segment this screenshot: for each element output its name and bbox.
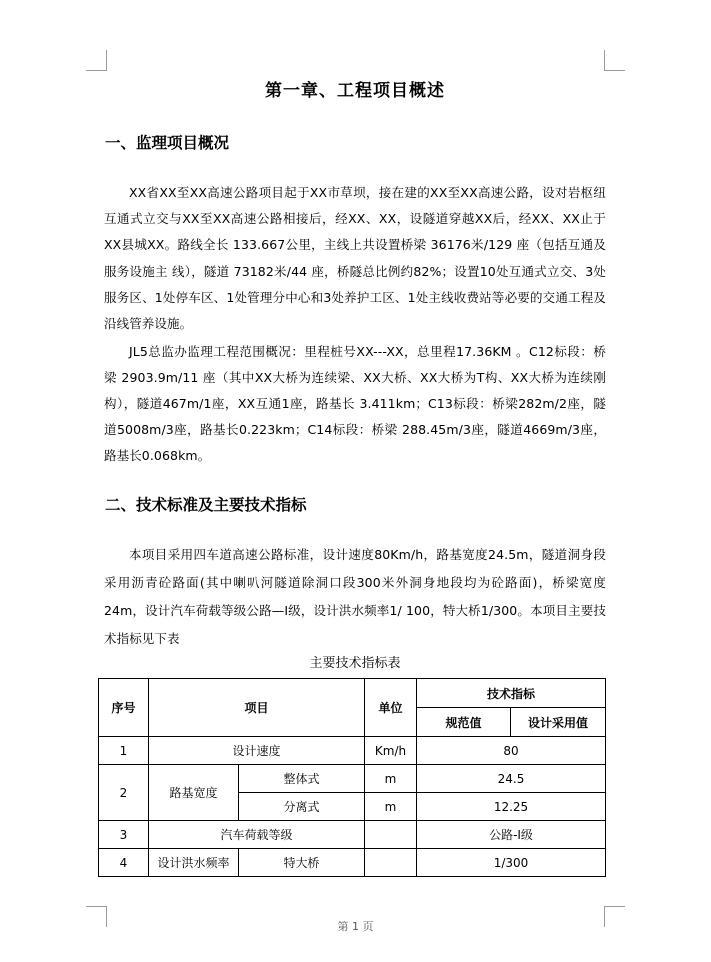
table-row [99,821,606,849]
page-number: 第 1 页 [337,920,374,933]
table-caption: 主要技术指标表 [309,656,401,671]
row2-sub1: 整体式 [239,765,365,793]
header-item: 项目 [149,679,365,737]
paragraph-supervision-scope: JL5总监办监理工程范围概况：里程桩号XX---XX，总里程17.36KM 。C12标段：桥梁 2903.9m/11 座（其中XX大桥为连续梁、XX大桥、XX大桥为T构、XX大桥为连续刚构），隧道467m/1座，XX互通1座，路基长 3.411km；C13标段：桥梁282m/2座，隧道5008m/3座，路基长0.223km；C14标段：桥梁 288.45m/3座，隧道4669m/3座，路基长0.068km。 [104,344,606,463]
table-row [99,737,606,765]
row2-value1: 24.5 [417,765,606,793]
table-header-row [99,679,606,708]
row4-item: 设计洪水频率 [149,849,239,877]
header-design-value: 设计采用值 [511,708,606,737]
row2-unit2: m [365,793,417,821]
row1-item: 设计速度 [149,737,365,765]
row4-no: 4 [99,849,149,877]
table-row [99,849,606,877]
paragraph-project-overview: XX省XX至XX高速公路项目起于XX市草坝，接在建的XX至XX高速公路，设对岩枢纽互通式立交与XX至XX高速公路相接后，经XX、XX，设隧道穿越XX后，经XX、XX止于XX县城XX。路线全长 133.667公里，主线上共设置桥梁 36176米/129 座（包括互通及服务设施主 线），隧道 73182米/44 座，桥隧总比例约82%；设置10处互通式立交、3处服务区、1处停车区、1处管理分中心和3处养护工区、1处主线收费站等必要的交通工程及沿线管养设施。 [104,185,606,332]
row3-no: 3 [99,821,149,849]
row2-no: 2 [99,765,149,821]
row1-unit: Km/h [365,737,417,765]
section-title-supervision: 一、监理项目概况 [105,134,230,152]
section-title-tech-standards: 二、技术标准及主要技术指标 [105,496,307,514]
header-unit: 单位 [365,679,417,737]
chapter-title: 第一章、工程项目概述 [265,81,445,101]
row2-value2: 12.25 [417,793,606,821]
crop-mark-top-right [604,50,625,71]
row4-sub: 特大桥 [239,849,365,877]
row1-value: 80 [417,737,606,765]
row4-unit [365,849,417,877]
header-spec-value: 规范值 [417,708,511,737]
header-tech: 技术指标 [417,679,606,708]
tech-spec-table [98,678,606,877]
row4-value: 1/300 [417,849,606,877]
table-row [99,765,606,793]
row1-no: 1 [99,737,149,765]
row2-item: 路基宽度 [149,765,239,821]
row3-unit [365,821,417,849]
header-no: 序号 [99,679,149,737]
row2-unit1: m [365,765,417,793]
row3-value: 公路-I级 [417,821,606,849]
row2-sub2: 分离式 [239,793,365,821]
crop-mark-top-left [86,50,107,71]
paragraph-tech-standards: 本项目采用四车道高速公路标准，设计速度80Km/h，路基宽度24.5m，隧道洞身段采用沥青砼路面(其中喇叭河隧道除洞口段300米外洞身地段均为砼路面)，桥梁宽度 24m，设计汽车荷载等级公路—I级，设计洪水频率1/ 100，特大桥1/300。本项目主要技术指标见下表 [104,547,606,646]
row3-item: 汽车荷载等级 [149,821,365,849]
